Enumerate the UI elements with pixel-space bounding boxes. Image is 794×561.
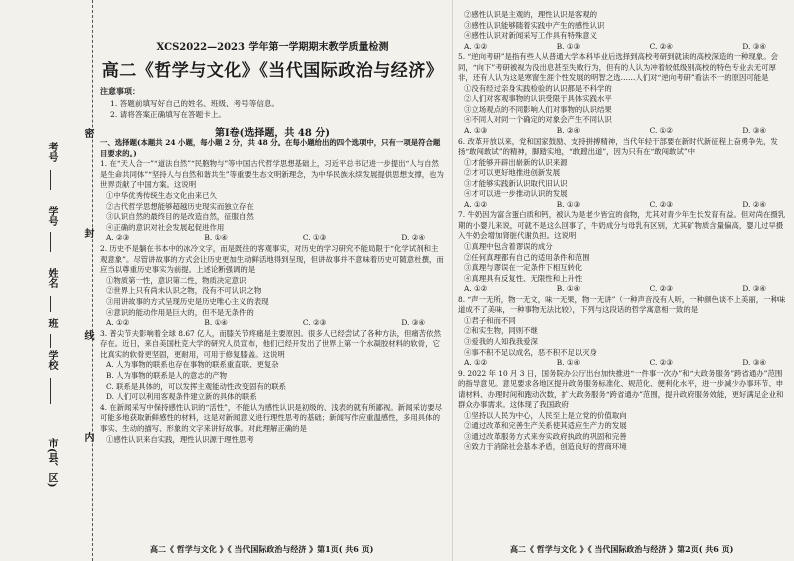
- answer-options: [458, 42, 786, 53]
- question-item: ③通过改革服务方式来夯实政府执政的巩固和完善: [464, 431, 627, 441]
- answer-options: [458, 284, 786, 295]
- question-block: [100, 329, 445, 403]
- question-stem: 6. 改革开放以来，党和国家鼓励、支持拼搏精神，当代年轻干部要在新时代新征程上奋勇争先，发扬“敢闯敢试”的精神，脚踏实地，“敢蹚出道”，因为只有在“敢闯敢试”中: [458, 136, 778, 157]
- question-item: ③感性认识能够随着实践中产生的感性认识: [464, 20, 605, 30]
- question-item: ③立场观点的不同影响人们对事物的认识结果: [464, 104, 612, 114]
- answer-option: C. ①③: [302, 233, 327, 243]
- question-item: ③才能够实践新认识取代旧认识: [464, 178, 568, 188]
- answer-option: D. ②④: [742, 199, 766, 209]
- question-item: ④不同人对同一个确定的对象会产生不同认识: [464, 115, 612, 125]
- note-item: 1. 答题前填写好自己的姓名、班级、考号等信息。: [110, 99, 280, 108]
- answer-option: C. ②③: [649, 358, 673, 368]
- answer-option: A. ①②: [464, 284, 488, 294]
- question-item: ①中华优秀传统生态文化由来已久: [106, 190, 217, 200]
- footer-page-1: 高二《 哲学与文化 》《 当代国际政治与经济 》第1页( 共6 页): [150, 544, 374, 554]
- question-item: ①感性认识来自实践，理性认识源于理性思考: [106, 434, 254, 444]
- answer-option: A. ①②: [464, 358, 488, 368]
- answer-option: B. ①③: [556, 199, 581, 209]
- question-item: A. 人为事物的联系也存在事物的联系重直联、更复杂: [106, 360, 279, 370]
- question-block: [458, 52, 786, 136]
- question-item: B. 人为事物的联系是人的意志的产物: [106, 371, 227, 381]
- answer-option: C. ②③: [649, 284, 673, 294]
- answer-option: A. ①③: [464, 126, 488, 136]
- answer-options: [458, 200, 786, 211]
- question-stem: 2. 历史不是躺在书本中的冰冷文字，而是既往的客观事实，对历史的学习研究不能局限于“化学试剂和主观意象”。尽管讲故事的方式会让历史更加生动鲜活地得到呈现，但讲故事并不意味着历史可随意杜撰，而应当以尊重历史事实为前提。上述论断强调的是: [100, 243, 444, 275]
- question-item: ④事不积不足以成名，恶不积不足以灭身: [464, 347, 598, 357]
- question-block: [458, 369, 786, 453]
- binding-strip: [0, 0, 93, 561]
- question-stem: 5. “逆向考研”是指有些人从普通大学本科毕业后选择到高校考研到就读的高校深造的一种现象。会同，“向下”考研被视为没出息甚至失败行为，但有的人认为冲着较低级别高校的特色专业去无可厚非，还有人认为这是寒窗生涯个性发展的明智之选……人们对“逆向考研”看法不一的原因可能是: [458, 52, 778, 83]
- notes-list: [110, 98, 445, 120]
- field-line: [50, 170, 51, 190]
- question-item: ④真理具有反复性、无限性和上升性: [464, 273, 583, 283]
- question-item: ①物质第一性，意识第二性，物质决定意识: [106, 275, 247, 285]
- question-item: ②才可以更好地推进创新发展: [464, 168, 561, 178]
- question-item: ③爱我的人知我我爱深: [464, 336, 538, 346]
- question-item: D. 人们可以利用客观条件建立新的具体的联系: [106, 392, 257, 402]
- question-item: C. 联系是具体的，可以发挥主观能动性改变固有的联系: [106, 381, 287, 391]
- field-name: 姓名: [46, 268, 57, 288]
- answer-option: C. ①②: [649, 126, 673, 136]
- answer-option: B. ①④: [204, 233, 228, 243]
- question-block: [458, 10, 786, 52]
- answer-option: C. ②③: [649, 199, 673, 209]
- field-line: [50, 296, 51, 312]
- field-student-number: 学号: [46, 206, 57, 226]
- field-line: [50, 232, 51, 252]
- notes-heading: 注意事项：: [100, 86, 140, 96]
- answer-option: A. ②③: [106, 233, 130, 243]
- answer-option: B. ①④: [556, 358, 581, 368]
- answer-option: C. ②③: [302, 318, 327, 328]
- question-item: ④感性认识对新闻采写工作具有特殊意义: [464, 31, 598, 41]
- seal-mark: 线: [82, 330, 93, 340]
- answer-options: [100, 233, 445, 244]
- page-fold: [452, 0, 453, 561]
- field-class: 班: [46, 318, 57, 328]
- question-block: [458, 295, 786, 369]
- field-school: 学校: [46, 350, 57, 370]
- question-block: [100, 403, 445, 445]
- exam-title: 高二《哲学与文化》《当代国际政治与经济》: [101, 61, 444, 81]
- answer-option: D. ③④: [401, 318, 425, 328]
- question-item: ②世界上只有尚未认识之物，没有不可认识之物: [106, 286, 262, 296]
- answer-option: D. ③④: [742, 126, 766, 136]
- field-city: 市(县、区): [46, 438, 57, 488]
- section-instructions: 一、选择题(本题共 24 小题，每小题 2 分，共 48 分。在每小题给出的四个选项中，只有一项是符合题目要求的。): [100, 138, 441, 158]
- field-line: [50, 334, 51, 348]
- answer-option: D. ③④: [742, 41, 766, 51]
- question-item: ④致力于消除社会基本矛盾，创造良好的营商环境: [464, 442, 627, 452]
- answer-option: B. ①④: [204, 318, 228, 328]
- answer-option: A. ①②: [106, 318, 130, 328]
- question-item: ②和实生物，同则不继: [464, 326, 538, 336]
- question-block: [458, 137, 786, 211]
- question-item: ②感性认识是主观的，理性认识是客观的: [464, 10, 598, 19]
- question-item: ②通过改革和完善生产关系使其适应生产力的发展: [464, 421, 627, 431]
- seal-mark: 封: [82, 228, 93, 238]
- question-item: ①真理中包含着谬误的成分: [464, 242, 553, 252]
- seal-mark: 密: [82, 128, 93, 138]
- exam-header: XCS2022—2023 学年第一学期期末教学质量检测: [156, 42, 389, 53]
- question-item: ①坚持以人民为中心，人民至上是立党的价值取向: [464, 410, 627, 420]
- question-stem: 3. 普尖节夫影响着全球 8.67 亿人，而膝关节疼痛是主要原因。很多人已经尝试了各种方法，但痛苦依然存在。近日，来自美国杜克大学的研究人员宣布，他们已经开发出了世界上第一个水凝胶材料的软骨，它比真实的软骨更坚固，更耐用，可用于修复膝盖。这说明: [100, 328, 441, 359]
- answer-options: [458, 358, 786, 369]
- right-column: [458, 10, 786, 453]
- question-item: ④正确的意识对社会发展起促进作用: [106, 222, 225, 232]
- question-stem: 4. 在新闻采写中保持感性认识的“活性”，不能认为感性认识是初级的、浅表的就有所鄙视。新闻采访要尽可能多地获取新鲜感性的材料，这是对新闻意义进行理性思考的基础；新闻写作应重温感性，多用具体的事实、生动的描写、形象的文字来讲好故事。对此理解正确的是: [100, 402, 443, 434]
- left-column: [100, 138, 445, 445]
- question-item: ③用讲故事的方式呈现历史是历史唯心主义的表现: [106, 296, 269, 306]
- question-stem: 7. 牛奶因为富含蛋白质和钙，被认为是老少皆宜的食物，尤其对青少年生长发育有益。但对尚在摄乳期的小婴儿来说，可就不是这么回事了，牛奶成分与母乳有区别，尤其矿物质含量偏高，婴儿过早摄入牛奶会增加肾脏代谢负担。这说明: [458, 210, 786, 241]
- question-item: ②任何真理都有自己的适用条件和范围: [464, 252, 590, 262]
- left-questions: [100, 159, 445, 445]
- question-block: [458, 210, 786, 294]
- answer-options: [458, 126, 786, 137]
- question-item: ①君子和而不同: [464, 315, 516, 325]
- field-line: [50, 378, 51, 404]
- question-item: ④才可以进一步推动认识的发展: [464, 189, 568, 199]
- answer-option: B. ①④: [556, 284, 581, 294]
- answer-option: D. ③④: [742, 284, 766, 294]
- answer-option: A. ①②: [464, 199, 488, 209]
- question-item: ②古代哲学思想能够超越历史现实而独立存在: [106, 201, 254, 211]
- question-block: [100, 159, 445, 244]
- question-item: ③认识自然的最终目的是改造自然，征服自然: [106, 212, 254, 222]
- question-item: ②人们对客观事物的认识受限于具体实践水平: [464, 94, 612, 104]
- question-stem: 8. “声一无所，物一无文，味一无果，物一无讲”（一种声音没有人听，一种颜色谈不上美丽，一种味道成不了美味，一种事物无法比较），下列与这段话的哲学寓意相一致的是: [458, 294, 786, 315]
- question-stem: 9. 2022 年 10 月 3 日，国务院办公厅出台加快推进“一件事一次办”和“大政务服务”跨省通办”范围的指导意见。意见要求各地区提升政务服务标准化、规范化、便利化水平，进一步减少办事环节、申请材料、办理时间和跑动次数，扩大政务服务“跨省通办”范围，提升政府服务效能，更好满足企业和群众办事需求。这体现了我国政府: [458, 368, 784, 410]
- question-block: [100, 244, 445, 329]
- footer-page-2: 高二《 哲学与文化 》《 当代国际政治与经济 》第2页( 共6 页): [510, 544, 734, 554]
- answer-option: B. ②④: [556, 126, 581, 136]
- answer-options: [100, 318, 445, 329]
- field-exam-number: 考号: [46, 142, 57, 162]
- answer-option: B. ①③: [556, 41, 581, 51]
- question-item: ①才能够开辟出崭新的认识来源: [464, 157, 568, 167]
- question-item: ③真理与谬误在一定条件下相互转化: [464, 263, 583, 273]
- seal-mark: 内: [82, 432, 93, 442]
- answer-option: C. ②④: [649, 41, 673, 51]
- question-item: ①没有经过亲身实践检验的认识都是不科学的: [464, 83, 612, 93]
- answer-option: D. ②④: [401, 233, 425, 243]
- answer-option: D. ③④: [742, 358, 766, 368]
- section-title: 第Ⅰ卷(选择题，共 48 分): [214, 128, 331, 139]
- note-item: 2. 请将答案正确填写在答题卡上。: [110, 110, 226, 119]
- question-stem: 1. 在“天人合一”“道法自然”“民胞物与”等中国古代哲学思想基础上，习近平总书记进一步提出“人与自然是生命共同体”“坚持人与自然和谐共生”等重要生态文明新理念，为中华民族永续发展提供思想支撑，也为世界贡献了中国方案。这说明: [100, 159, 444, 190]
- answer-option: A. ①②: [464, 41, 488, 51]
- question-item: ④意识的能动作用是巨大的，但不是无条件的: [106, 307, 254, 317]
